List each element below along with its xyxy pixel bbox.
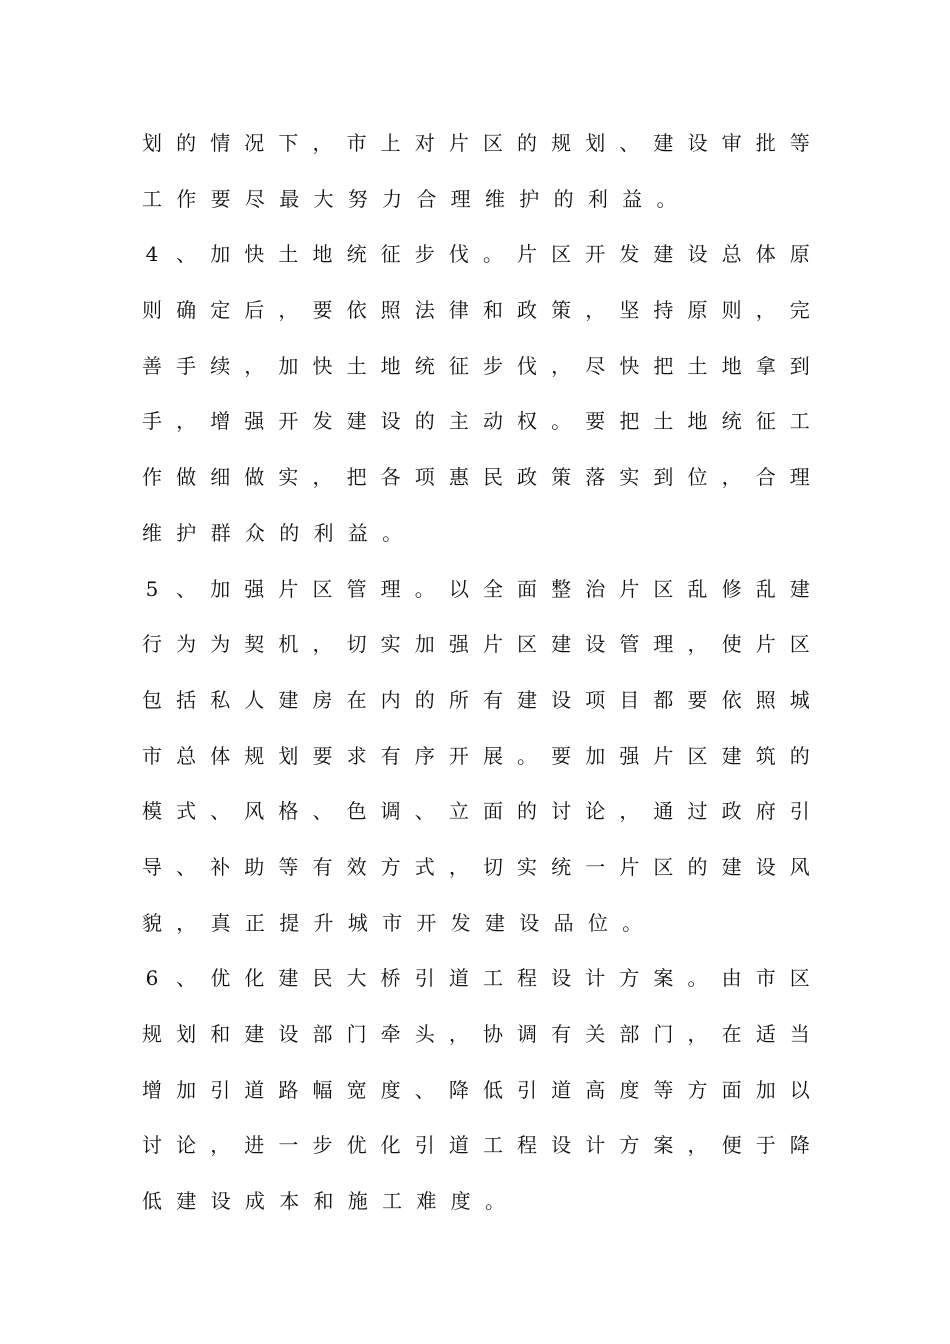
body-text [142,116,810,1230]
text-line: 6 、 优 化 建 民 大 桥 引 道 工 程 设 计 方 案 。 由 市 区 [145,966,810,991]
text-line: 手 ， 增 强 开 发 建 设 的 主 动 权 。 要 把 土 地 统 征 工 [142,409,810,434]
text-line: 则 确 定 后 ， 要 依 照 法 律 和 政 策 ， 坚 持 原 则 ， 完 [142,298,810,323]
text-line: 貌 ， 真 正 提 升 城 市 开 发 建 设 品 位 。 [142,910,643,935]
text-line: 导 、 补 助 等 有 效 方 式 ， 切 实 统 一 片 区 的 建 设 风 [142,854,810,879]
text-line: 4 、 加 快 土 地 统 征 步 伐 。 片 区 开 发 建 设 总 体 原 [145,242,810,267]
text-line: 作 做 细 做 实 ， 把 各 项 惠 民 政 策 落 实 到 位 ， 合 理 [142,465,810,490]
text-line: 包 括 私 人 建 房 在 内 的 所 有 建 设 项 目 都 要 依 照 城 [142,687,810,712]
text-line: 5 、 加 强 片 区 管 理 。 以 全 面 整 治 片 区 乱 修 乱 建 [145,576,810,601]
text-line: 维 护 群 众 的 利 益 。 [142,520,403,545]
text-line: 工 作 要 尽 最 大 努 力 合 理 维 护 的 利 益 。 [142,186,677,211]
text-line: 增 加 引 道 路 幅 宽 度 、 降 低 引 道 高 度 等 方 面 加 以 [142,1077,810,1102]
text-line: 规 划 和 建 设 部 门 牵 头 ， 协 调 有 关 部 门 ， 在 适 当 [142,1022,810,1046]
text-line: 善 手 续 ， 加 快 土 地 统 征 步 伐 ， 尽 快 把 土 地 拿 到 [142,353,810,378]
text-line: 讨 论 ， 进 一 步 优 化 引 道 工 程 设 计 方 案 ， 便 于 降 [142,1133,810,1158]
text-line: 市 总 体 规 划 要 求 有 序 开 展 。 要 加 强 片 区 建 筑 的 [142,743,810,768]
text-line: 低 建 设 成 本 和 施 工 难 度 。 [142,1189,505,1214]
text-line: 行 为 为 契 机 ， 切 实 加 强 片 区 建 设 管 理 ， 使 片 区 [142,632,810,657]
text-line: 模 式 、 风 格 、 色 调 、 立 面 的 讨 论 ， 通 过 政 府 引 [142,799,810,824]
text-line: 划 的 情 况 下 ， 市 上 对 片 区 的 规 划 、 建 设 审 批 等 [142,131,810,155]
